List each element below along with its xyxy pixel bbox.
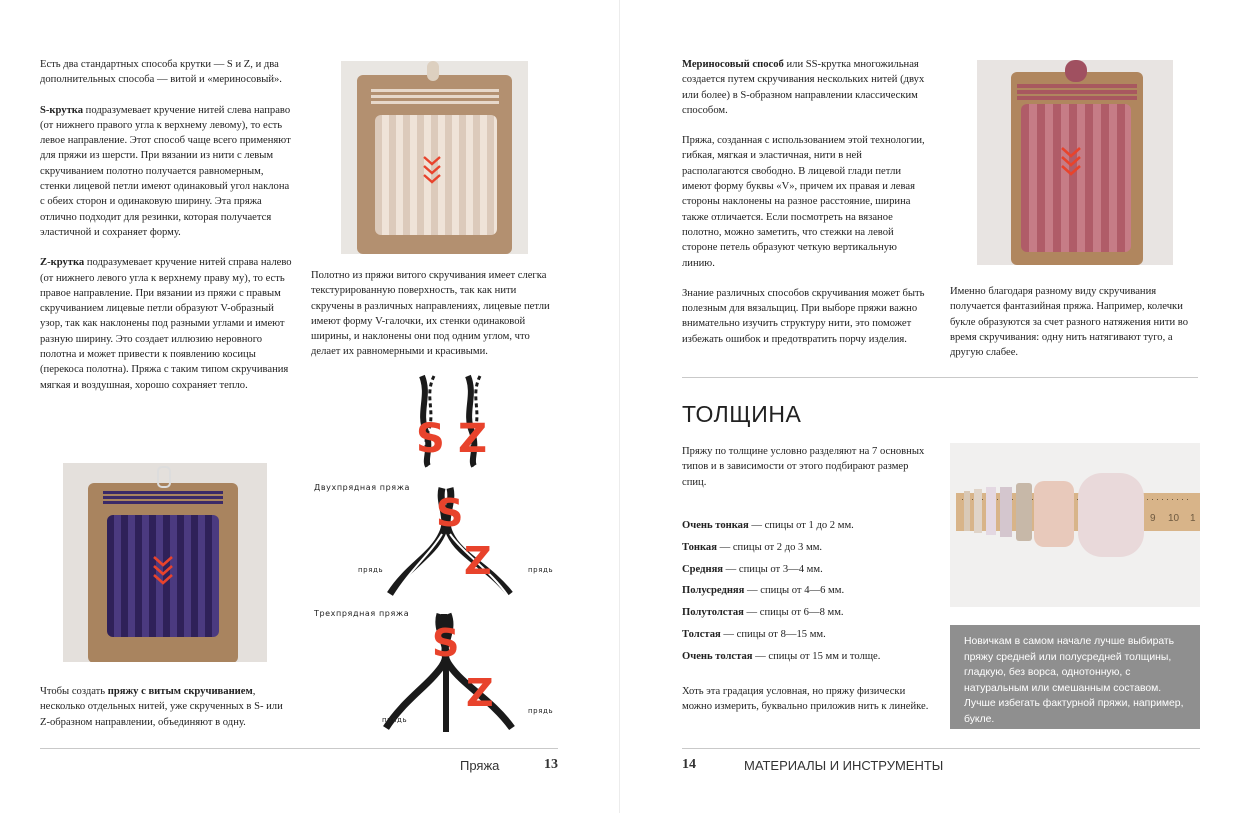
- page-number-left: 13: [544, 757, 558, 772]
- right-col1-text: [682, 57, 930, 362]
- running-header-right: МАТЕРИАЛЫ И ИНСТРУМЕНТЫ: [744, 758, 944, 773]
- fancy-yarn-caption: Именно благодаря разному виду скручивания получается фантазийная пряжа. Например, колечки букле образуются за счет разного натяжения нити во время скручивания: одну нить натягивают туго, а другую слабее.: [950, 286, 1188, 359]
- three-ply-label: Трехпрядная пряжа: [314, 609, 410, 618]
- list-item: Тонкая — спицы от 2 до 3 мм.: [682, 541, 823, 553]
- stitch-chevron-icon: [421, 155, 443, 185]
- purple-swatch-photo: [63, 463, 267, 662]
- twist-knowledge-paragraph: Знание различных способов скручивания может быть полезным для вязальщиц. При выборе пряжи важно внимательно изучить структуру нити, это поможет избежать ошибок и предотвратить порчу изделия.: [682, 287, 925, 345]
- footer-rule: [682, 748, 1200, 749]
- measure-note: Хоть эта градация условная, но пряжу физически можно измерить, буквально приложив нить к линейке.: [682, 686, 929, 713]
- strand-label: прядь: [528, 566, 554, 574]
- list-item: Средняя — спицы от 3—4 мм.: [682, 563, 823, 575]
- twisted-yarn-term: пряжу с витым скручиванием: [107, 686, 253, 697]
- s-letter: S: [416, 416, 445, 462]
- list-item: Толстая — спицы от 8—15 мм.: [682, 628, 826, 640]
- stitch-chevron-icon: [1059, 146, 1083, 178]
- merino-properties-paragraph: Пряжа, созданная с использованием этой технологии, гибкая, мягкая и эластичная, нити в ней располагаются свободно. В лицевой глади петли имеют форму буквы «V», причем их правая и левая стороны наклонены на разное расстояние, ширина также отличается. Если посмотреть на вязаное полотно, можно заметить, что стежки на левой стороне петель образуют четкую вертикальную линию.: [682, 135, 925, 269]
- section-heading: ТОЛЩИНА: [682, 401, 802, 427]
- rose-swatch-photo: [977, 60, 1173, 265]
- merino-paragraph: Мериносовый способ или SS-крутка многожильная создается путем скручивания нескольких нитей (двух или более) в S-образном направлении классическим способом.: [682, 59, 925, 116]
- strand-label: прядь: [528, 707, 554, 715]
- svg-text:Z: Z: [466, 671, 494, 715]
- footer-rule: [40, 748, 558, 749]
- twisted-yarn-paragraph: Чтобы создать пряжу с витым скручиванием, несколько отдельных нитей, уже скрученных в S- или Z-образном направлении, объединяют в одну.: [40, 686, 283, 728]
- thickness-intro: Пряжу по толщине условно разделяют на 7 основных типов и в зависимости от этого подбирают размер спиц.: [682, 446, 925, 488]
- list-item: Очень толстая — спицы от 15 мм и толще.: [682, 650, 881, 662]
- svg-text:S: S: [436, 491, 464, 535]
- yarn-thickness-photo: [950, 443, 1200, 607]
- z-twist-term: Z-крутка: [40, 257, 85, 269]
- svg-text:Z: Z: [464, 539, 492, 583]
- twist-intro: Есть два стандартных способа крутки — S и Z, и два дополнительных способа — витой и «мериносовый».: [40, 59, 282, 86]
- svg-text:S: S: [432, 621, 460, 665]
- list-item: Полусредняя — спицы от 4—6 мм.: [682, 585, 845, 597]
- strand-label: прядь: [382, 716, 408, 724]
- two-ply-diagram: [380, 484, 530, 602]
- list-item: Очень тонкая — спицы от 1 до 2 мм.: [682, 520, 854, 531]
- running-header-left: Пряжа: [460, 758, 500, 773]
- left-col1-text: [40, 57, 292, 408]
- s-twist-paragraph: S-крутка подразумевает кручение нитей слева направо (от нижнего правого угла к верхнему левому), то есть левое направление. Этот способ чаще всего применяют для пряжи из шерсти. При вязании из нити с левым скручиванием полотно получается равномерным, стенки лицевой петли имеют одинаковый угол наклона с обеих сторон и одинаковую ширину. Эта пряжа отлично подходит для резинки, которая получается эластичной и сохраняет форму.: [40, 104, 291, 238]
- z-twist-paragraph: Z-крутка подразумевает кручение нитей справа налево (от нижнего левого угла к верхнему праву му), то есть правое направление. При вязании из пряжи с правым скручиванием лицевые петли образуют V-образный узор, так как наклонены под разными углами и имеют разную ширину. Это создает иллюзию неровного полотна и может привести к появлению косицы (перекоса полотна). Пряжа с таким типом скручивания мягкая и воздушная, хорошо сохраняет тепло.: [40, 257, 292, 391]
- cream-swatch-photo: [341, 61, 528, 254]
- list-item: Полутолстая — спицы от 6—8 мм.: [682, 607, 844, 619]
- twisted-fabric-caption: Полотно из пряжи витого скручивания имеет слегка текстурированную поверхность, так как нити скручены в различных направлениях, лицевые петли имеют форму V-галочки, их стенки одинаковой ширины, и наклонены они под одним углом, что делает их равномерными и красивыми.: [311, 270, 550, 358]
- ruler-number: 10: [1168, 513, 1180, 524]
- beginner-tip-box: Новичкам в самом начале лучше выбирать пряжу средней или полусредней толщины, гладкую, без ворса, однотонную, с натуральным или смешанным составом. Лучше избегать фактурной пряжи, например, букле.: [950, 625, 1200, 729]
- two-ply-label: Двухпрядная пряжа: [314, 483, 411, 492]
- ruler-number: 9: [1150, 513, 1156, 524]
- s-twist-term: S-крутка: [40, 104, 84, 116]
- page-spine: [619, 0, 620, 813]
- strand-label: прядь: [358, 566, 384, 574]
- stitch-chevron-icon: [151, 555, 175, 587]
- page-number-right: 14: [682, 757, 696, 772]
- z-letter: Z: [458, 416, 488, 462]
- merino-term: Мериносовый способ: [682, 59, 784, 70]
- section-rule: [682, 377, 1198, 378]
- ruler-number: 1: [1190, 513, 1196, 524]
- thickness-list: [682, 515, 942, 668]
- sz-twist-diagram: [410, 372, 498, 468]
